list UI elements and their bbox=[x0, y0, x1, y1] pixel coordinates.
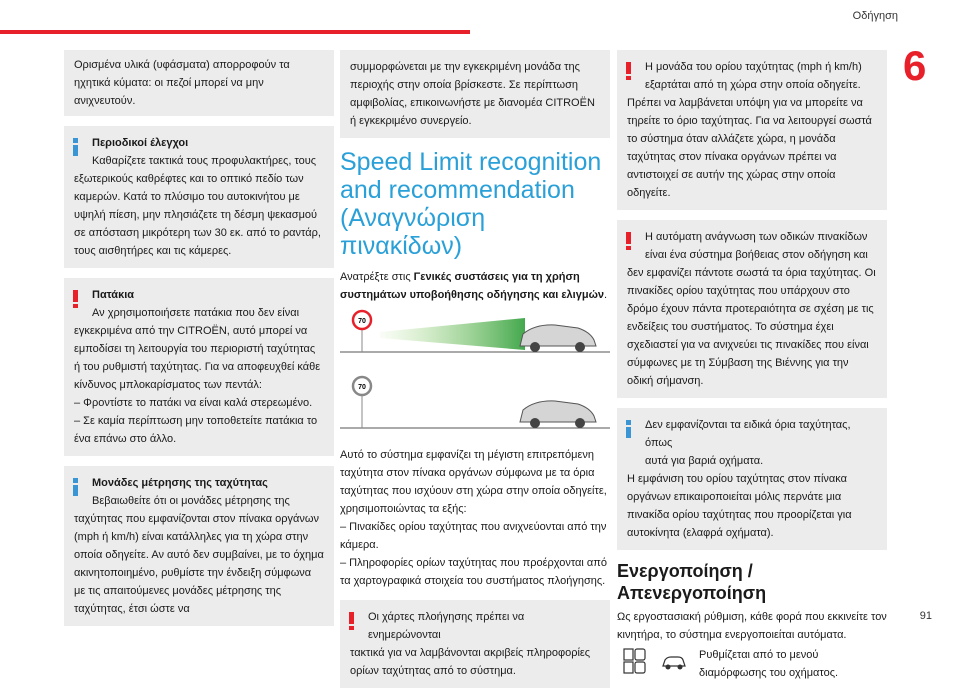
car-icon bbox=[520, 401, 596, 428]
box-body: Πρέπει να λαμβάνεται υπόψη για να μπορείτε να τηρείτε το όριο ταχύτητας. Για να λειτουργεί σωστά το σύστημα όταν αλλάζετε χώρα, η μονάδα ταχύτητας στον πίνακα οργάνων πρέπει να αντιστοιχεί σε αυτήν της χώρας στην οποία οδηγείτε. bbox=[627, 97, 872, 199]
box-lead: Βεβαιωθείτε ότι οι μονάδες μέτρησης της bbox=[92, 495, 290, 507]
info-icon bbox=[625, 420, 632, 438]
speed-sign-diagram bbox=[340, 310, 610, 438]
car-icon bbox=[661, 652, 687, 672]
box-lead: είναι ένα σύστημα βοήθειας στον οδήγηση και bbox=[645, 249, 868, 261]
maps-warning-box bbox=[340, 600, 610, 688]
speed-sign-icon bbox=[353, 311, 371, 352]
column-3 bbox=[617, 50, 887, 678]
dash-item: – Φροντίστε το πατάκι να είναι καλά στερεωμένο. bbox=[74, 397, 313, 409]
speed-sign-icon bbox=[353, 377, 371, 428]
column-1 bbox=[64, 50, 334, 636]
intro-box bbox=[64, 50, 334, 116]
reference-prefix: Ανατρέξτε στις bbox=[340, 271, 414, 283]
dash-item: – Πινακίδες ορίου ταχύτητας που ανιχνεύονται από την κάμερα. bbox=[340, 521, 607, 551]
column-2 bbox=[340, 50, 610, 698]
box-body: τακτικά για να λαμβάνονται ακριβείς πληροφορίες ορίων ταχύτητας από το σύστημα. bbox=[350, 647, 591, 677]
speed-sign-illustration bbox=[340, 310, 610, 438]
menu-text: Ρυθμίζεται από το μενού διαμόρφωσης του οχήματος. bbox=[699, 649, 839, 679]
warning-icon bbox=[625, 232, 632, 250]
section-title: Speed Limit recognition and recommendation (Αναγνώριση πινακίδων) bbox=[340, 148, 602, 260]
reference-text bbox=[340, 268, 610, 304]
box-lead: εξαρτάται από τη χώρα στην οποία οδηγείτε. bbox=[645, 79, 861, 91]
body-text: Ως εργοστασιακή ρύθμιση, κάθε φορά που εκκινείτε τον κινητήρα, το σύστημα ενεργοποιείται αυτόματα. bbox=[617, 611, 887, 641]
box-body: ταχύτητας που εμφανίζονται στον πίνακα οργάνων (mph ή km/h) είναι κατάλληλες για τη χώρα στην οποία οδηγείτε. Αν αυτό δεν συμβαίνει, με το όχημα ακινητοποιημένο, ρυθμίστε την ένδειξη σύμφωνα με τις απαιτούμενες μονάδες μέτρησης της ταχύτητας, έτσι ώστε να bbox=[74, 513, 324, 615]
box-body: συμμορφώνεται με την εγκεκριμένη μονάδα της περιοχής στην οποία βρίσκεστε. Σε περίπτωση αμφιβολίας, επικοινωνήστε με διανομέα CITROËN ή εγκεκριμένο συνεργείο. bbox=[350, 61, 595, 127]
box-heading: Μονάδες μέτρησης της ταχύτητας bbox=[92, 477, 268, 489]
body-text: Αυτό το σύστημα εμφανίζει τη μέγιστη επιτρεπόμενη ταχύτητα στον πίνακα οργάνων σύμφωνα με τα όρια ταχύτητας που ισχύουν στη χώρα στην οποία οδηγείτε, χρησιμοποιώντας τα εξής: bbox=[340, 449, 607, 515]
box-lead: Καθαρίζετε τακτικά τους προφυλακτήρες, τους bbox=[92, 155, 317, 167]
special-limits-info-box bbox=[617, 408, 887, 550]
reference-link-text: Γενικές συστάσεις για τη χρήση συστημάτων υποβοήθησης οδήγησης και ελιγμών bbox=[340, 271, 604, 301]
sign-reading-warning-box bbox=[617, 220, 887, 398]
svg-text:70: 70 bbox=[358, 384, 366, 391]
box-heading: Περιοδικοί έλεγχοι bbox=[92, 137, 189, 149]
header-accent-bar bbox=[0, 30, 470, 34]
info-icon bbox=[72, 138, 79, 156]
periodic-checks-box bbox=[64, 126, 334, 268]
driving-aids-icon bbox=[623, 648, 647, 674]
box-lead: Η αυτόματη ανάγνωση των οδικών πινακίδων bbox=[645, 231, 868, 243]
warning-icon bbox=[625, 62, 632, 80]
reference-suffix: . bbox=[603, 289, 608, 301]
dash-item: – Πληροφορίες ορίων ταχύτητας που προέρχονται από τα χαρτογραφικά στοιχεία του συστήματος πλοήγησης. bbox=[340, 557, 607, 587]
box-body: εξωτερικούς καθρέφτες και το οπτικό πεδίο των καμερών. Κατά το πλύσιμο του αυτοκινήτου με υψηλή πίεση, μην πλησιάζετε τη δέσμη ψεκασμού σε απόσταση μικρότερη των 30 εκ. από το ραντάρ, τους αισθητήρες και τις κάμερες. bbox=[74, 173, 321, 257]
info-icon bbox=[72, 478, 79, 496]
page-number: 91 bbox=[919, 610, 932, 622]
menu-row bbox=[617, 646, 887, 678]
warning-icon bbox=[348, 612, 355, 630]
speed-units-box-continued bbox=[340, 50, 610, 138]
page-header-title: Οδήγηση bbox=[852, 10, 898, 22]
svg-text:70: 70 bbox=[358, 318, 366, 325]
intro-text: Ορισμένα υλικά (υφάσματα) απορροφούν τα ηχητικά κύματα: οι πεζοί μπορεί να μην ανιχνευτούν. bbox=[74, 59, 290, 107]
box-heading: Πατάκια bbox=[92, 289, 135, 301]
mats-box bbox=[64, 278, 334, 456]
box-body: δεν εμφανίζει πάντοτε σωστά τα όρια ταχύτητας. Οι πινακίδες ορίου ταχύτητας που υπάρχουν στο δρόμο έχουν πάντα προτεραιότητα σε σχέση με τις ενδείξεις του συστήματος. Το σύστημα έχει σχεδιαστεί για να ανιχνεύει τις πινακίδες που είναι σύμφωνες με τη Σύμβαση της Βιέννης για την οδική σήμανση. bbox=[627, 267, 876, 387]
chapter-number: 6 bbox=[903, 42, 927, 89]
box-lead: αυτά για βαριά οχήματα. bbox=[645, 455, 764, 467]
speed-unit-warning-box bbox=[617, 50, 887, 210]
subsection-title: Ενεργοποίηση / Απενεργοποίηση bbox=[617, 561, 767, 603]
car-icon bbox=[520, 325, 596, 352]
speed-units-box bbox=[64, 466, 334, 626]
warning-icon bbox=[72, 290, 79, 308]
box-body: Η εμφάνιση του ορίου ταχύτητας στον πίνακα οργάνων επικαιροποιείται μόλις περνάτε μια πινακίδα ορίου ταχύτητας που προορίζεται για αυτοκίνητα (ελαφρά οχήματα). bbox=[627, 473, 852, 539]
box-lead: Δεν εμφανίζονται τα ειδικά όρια ταχύτητας, όπως bbox=[645, 419, 851, 449]
box-lead: Η μονάδα του ορίου ταχύτητας (mph ή km/h) bbox=[645, 61, 862, 73]
box-lead: Οι χάρτες πλοήγησης πρέπει να ενημερώνονται bbox=[368, 611, 525, 641]
box-lead: Αν χρησιμοποιήσετε πατάκια που δεν είναι bbox=[92, 307, 300, 319]
box-body: εγκεκριμένα από την CITROËN, αυτό μπορεί να εμποδίσει τη λειτουργία του περιοριστή ταχύτητας ή του ρυθμιστή ταχύτητας. Για να αποφευχθεί κάθε κίνδυνος μπλοκαρίσματος των πεντάλ: bbox=[74, 325, 321, 391]
dash-item: – Σε καμία περίπτωση μην τοποθετείτε πατάκια το ένα επάνω στο άλλο. bbox=[74, 415, 318, 445]
